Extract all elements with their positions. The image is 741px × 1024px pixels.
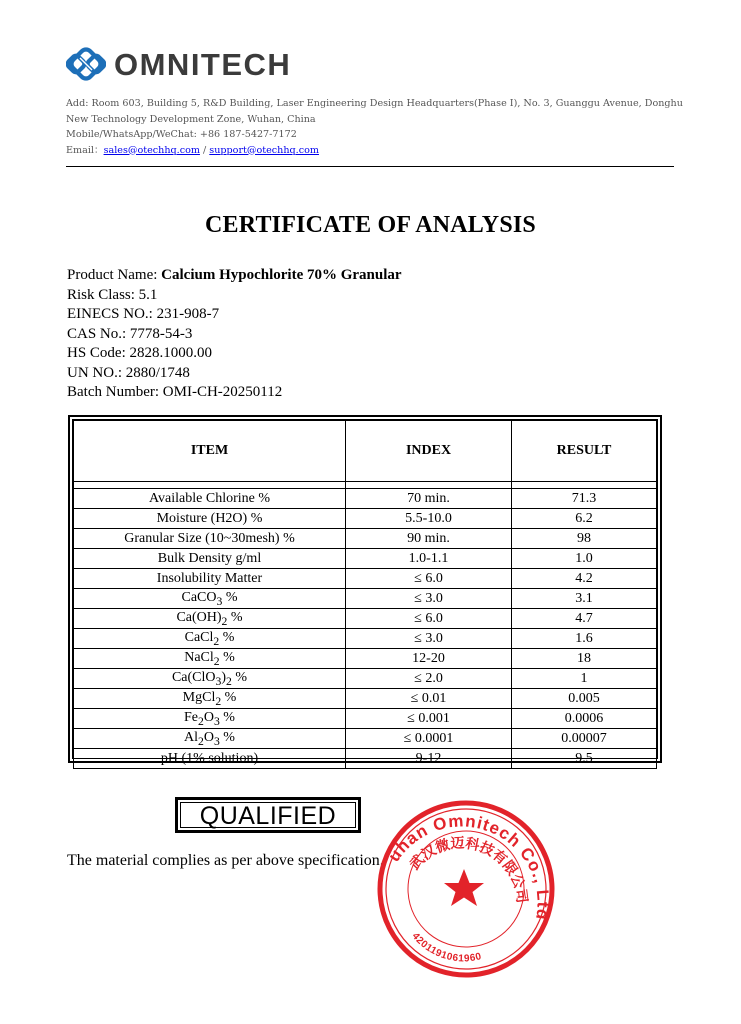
seal-star-icon [444,869,484,906]
company-address [66,96,683,158]
cell-item: Granular Size (10~30mesh) % [74,529,346,549]
table-row [74,609,657,629]
compliance-statement: The material complies as per above specification. [67,852,384,869]
document-title: CERTIFICATE OF ANALYSIS [205,212,536,238]
cell-index: ≤ 3.0 [346,629,512,649]
table-row [74,569,657,589]
table-row [74,549,657,569]
cas-number: CAS No.: 7778-54-3 [67,325,193,342]
analysis-table-frame [68,415,662,766]
cell-result: 3.1 [512,589,657,609]
cell-result: 98 [512,529,657,549]
cell-item: Bulk Density g/ml [74,549,346,569]
einecs-number: EINECS NO.: 231-908-7 [67,306,220,322]
email-separator: / [199,144,210,156]
table-row [74,729,657,749]
table-row [74,629,657,649]
cell-item: $Ca(ClO_3)_2$ % [74,669,346,689]
cell-result: 6.2 [512,509,657,529]
qualified-stamp [175,797,361,833]
product-name-value: Calcium Hypochlorite 70% Granular [161,267,402,283]
header-result: RESULT [512,421,657,482]
cell-result: 0.005 [512,689,657,709]
cell-result: 71.3 [512,489,657,509]
support-email-link[interactable]: support@otechhq.com [209,144,319,156]
product-name-row [67,266,402,286]
header-divider [66,166,674,167]
cell-index: ≤ 0.001 [346,709,512,729]
seal-number: 4201191061960 [409,930,483,965]
company-seal [371,799,561,979]
table-row [74,669,657,689]
cell-item: pH (1% solution) [74,749,346,769]
cell-item: Available Chlorine % [74,489,346,509]
table-row [74,489,657,509]
address-line-2: New Technology Development Zone, Wuhan, China [66,113,316,125]
table-header-row [74,421,657,482]
batch-number: Batch Number: OMI-CH-20250112 [67,384,283,400]
cell-index: ≤ 3.0 [346,589,512,609]
cell-result: 1.0 [512,549,657,569]
seal-english-text: Wuhan Omnitech Co., Ltd. [384,811,553,922]
cell-item: $Fe_2O_3$ % [74,709,346,729]
cell-item: MgCl$_2$ % [74,689,346,709]
table-row [74,509,657,529]
cell-index: 70 min. [346,489,512,509]
cell-result: 0.00007 [512,729,657,749]
address-line-1: Add: Room 603, Building 5, R&D Building, Laser Engineering Design Headquarters(Phase I), No. 3, Guanggu Avenue, Donghu [66,98,683,109]
qualified-stamp-text: QUALIFIED [180,802,356,828]
table-row [74,749,657,769]
cell-result: 4.7 [512,609,657,629]
table-row [74,709,657,729]
analysis-table [73,420,657,769]
cell-item: $Ca(OH)_2$ % [74,609,346,629]
cell-index: 9-12 [346,749,512,769]
header-item: ITEM [74,421,346,482]
company-logo [66,44,291,84]
cell-result: 4.2 [512,569,657,589]
cell-result: 18 [512,649,657,669]
cell-item: Insolubility Matter [74,569,346,589]
risk-class: Risk Class: 5.1 [67,286,158,303]
product-name-label: Product Name: [67,267,162,283]
cell-item: CaCl$_2$ % [74,629,346,649]
table-body [74,482,657,769]
cell-index: 12-20 [346,649,512,669]
hs-code: HS Code: 2828.1000.00 [67,345,213,361]
cell-index: ≤ 2.0 [346,669,512,689]
cell-result: 0.0006 [512,709,657,729]
cell-index: ≤ 6.0 [346,569,512,589]
table-row [74,589,657,609]
cell-index: 5.5-10.0 [346,509,512,529]
header-index: INDEX [346,421,512,482]
product-info [67,266,402,403]
table-row [74,649,657,669]
email-line [66,143,678,159]
un-number: UN NO.: 2880/1748 [67,364,190,381]
seal-chinese-text: 武汉微迈科技有限公司 [406,835,530,905]
cell-item: NaCl$_2$ % [74,649,346,669]
phone-line: Mobile/WhatsApp/WeChat: +86 187-5427-7172 [66,129,297,140]
cell-index: ≤ 0.0001 [346,729,512,749]
cell-item: $Al_2O_3$ % [74,729,346,749]
cell-item: CaCO$_3$ % [74,589,346,609]
cell-result: 1.6 [512,629,657,649]
cell-index: 1.0-1.1 [346,549,512,569]
cell-index: ≤ 6.0 [346,609,512,629]
table-row [74,689,657,709]
cell-result: 9.5 [512,749,657,769]
brand-name: OMNITECH [114,46,292,82]
cell-item: Moisture (H2O) % [74,509,346,529]
omnitech-knot-icon [66,44,106,84]
cell-index: ≤ 0.01 [346,689,512,709]
cell-index: 90 min. [346,529,512,549]
sales-email-link[interactable]: sales@otechhq.com [103,144,200,156]
cell-result: 1 [512,669,657,689]
table-row [74,529,657,549]
email-label: Email： [66,144,104,156]
